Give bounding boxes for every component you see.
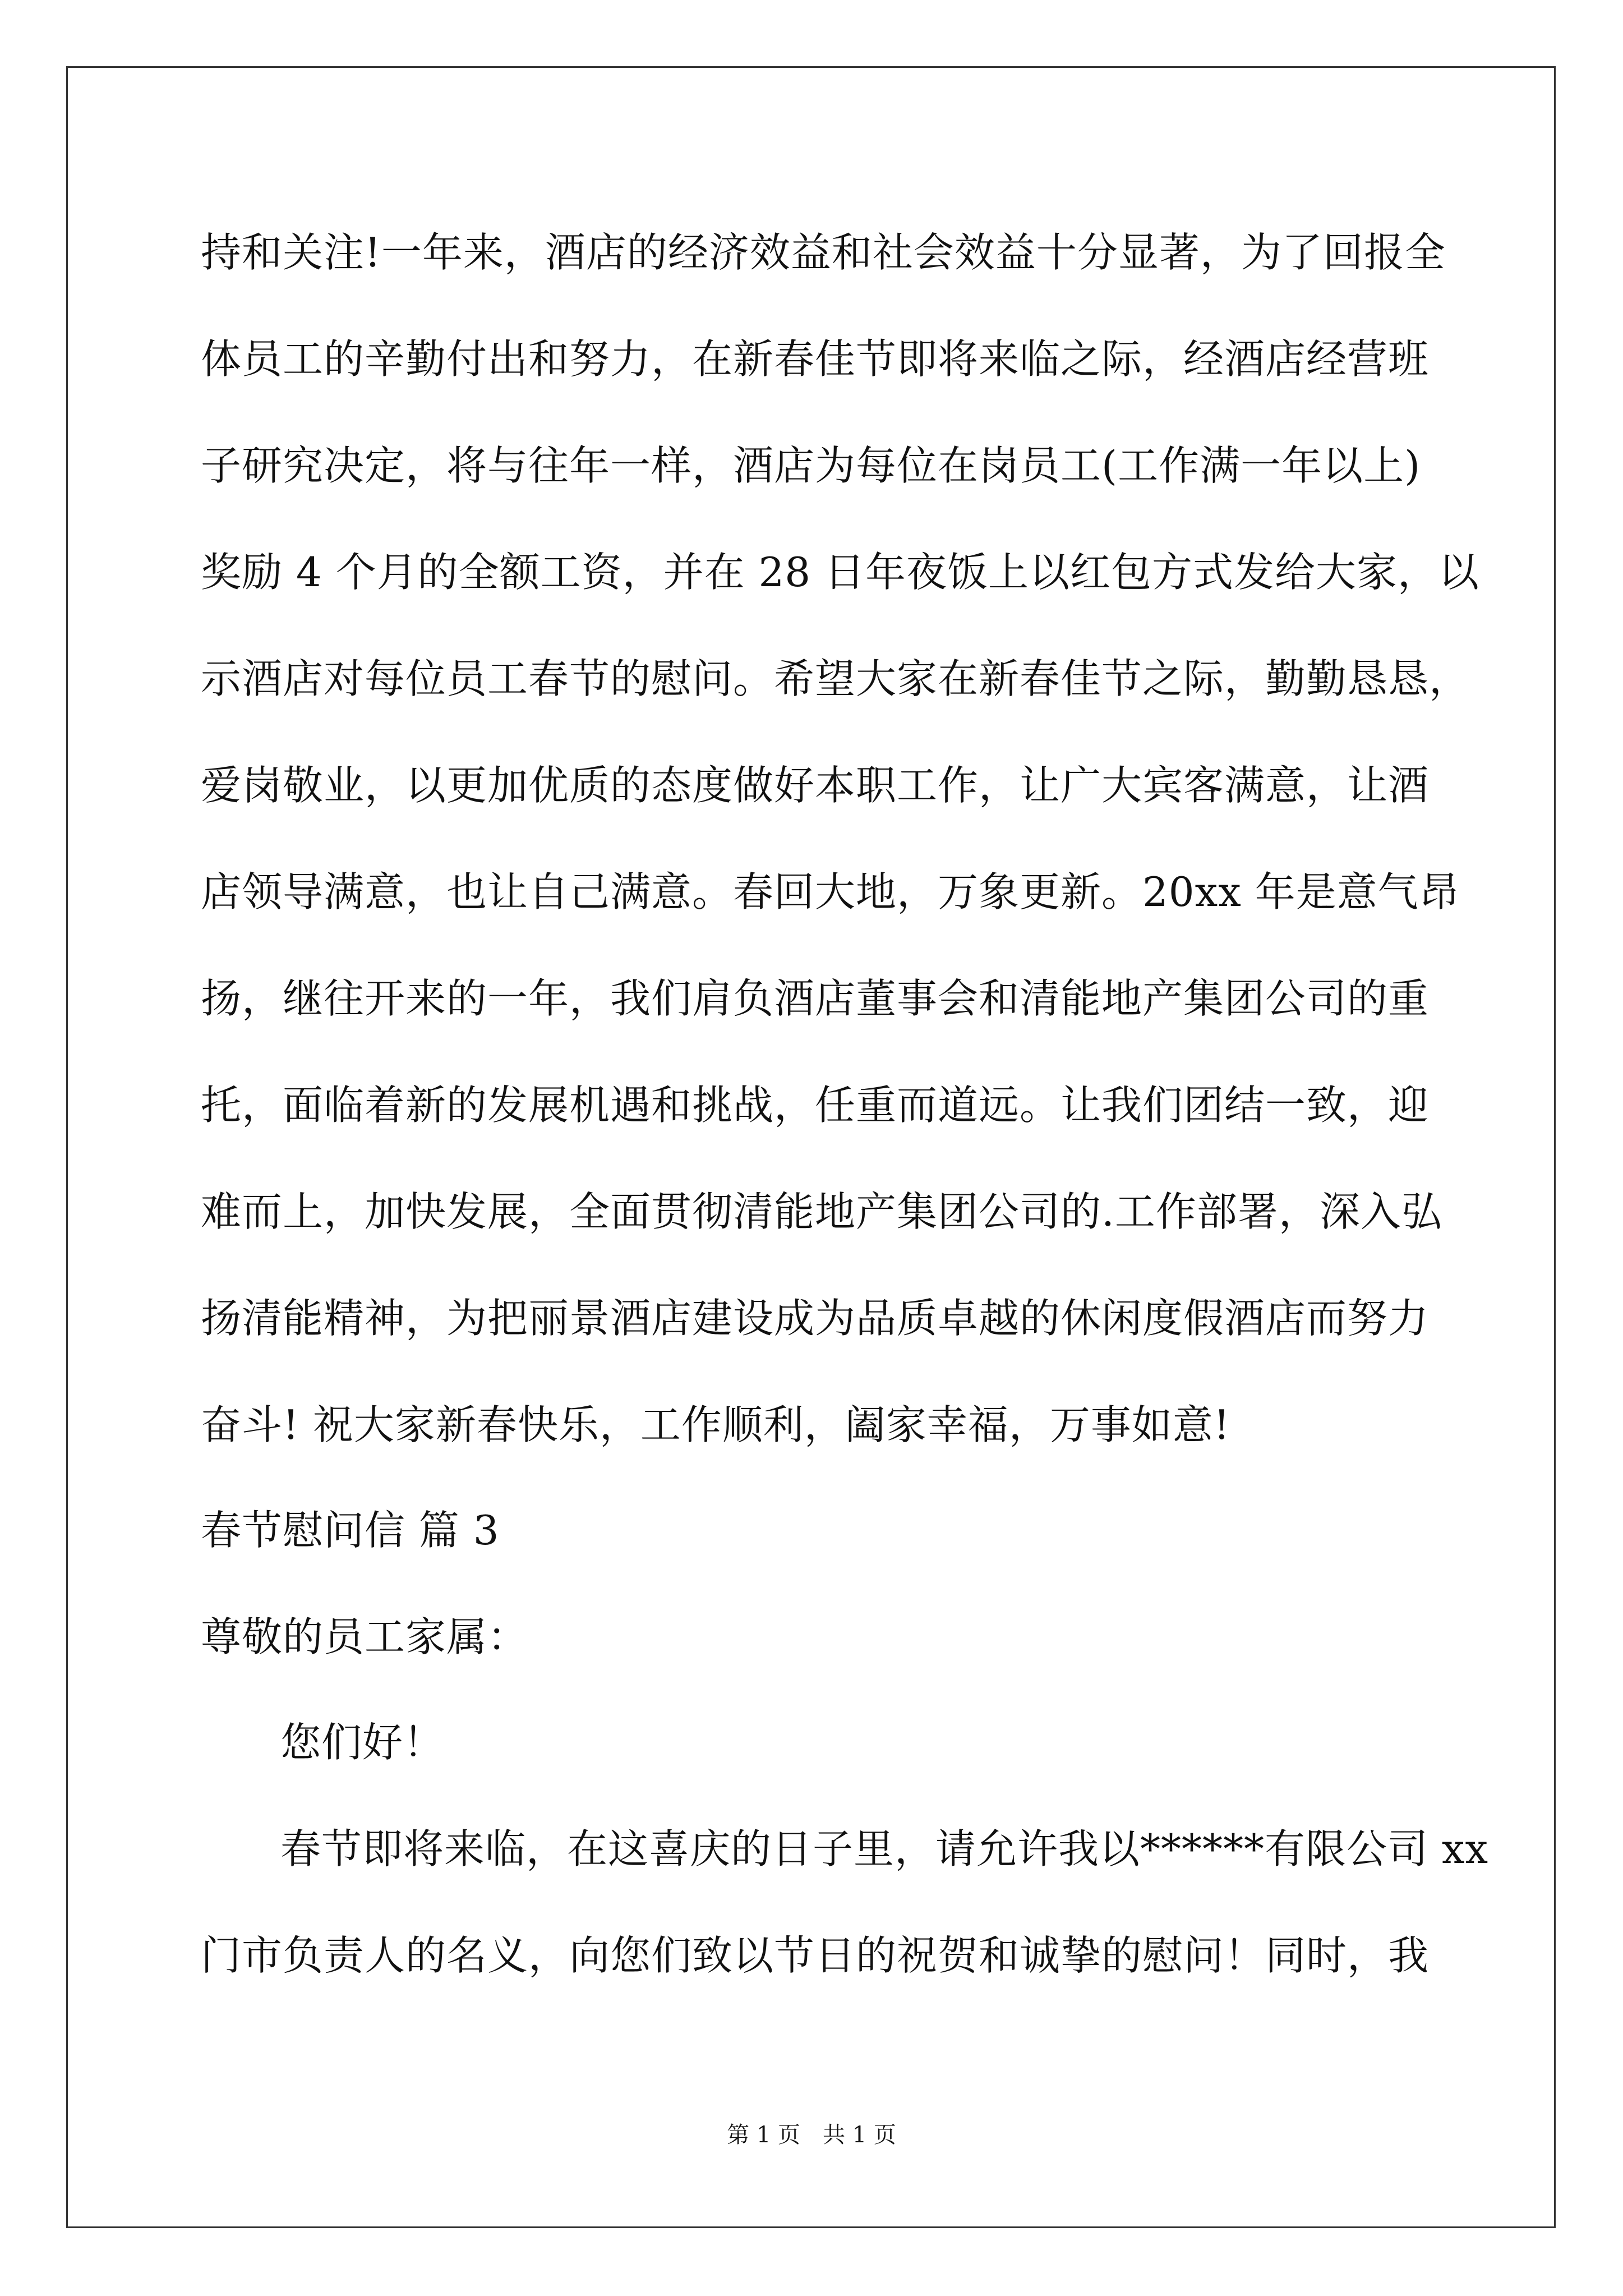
paragraph-line: 扬，继往开来的一年，我们肩负酒店董事会和清能地产集团公司的重 [201,975,1430,1022]
paragraph-line: 托，面临着新的发展机遇和挑战，任重而道远。让我们团结一致，迎 [201,1082,1430,1129]
paragraph-line: 奖励 4 个月的全额工资，并在 28 日年夜饭上以红包方式发给大家，以 [201,549,1479,596]
greeting: 您们好！ [280,1719,445,1766]
paragraph-line: 难而上，加快发展，全面贯彻清能地产集团公司的.工作部署，深入弘 [201,1188,1442,1235]
paragraph-line: 门市负责人的名义，向您们致以节日的祝贺和诚挚的慰问！同时，我 [201,1932,1430,1979]
paragraph-line: 爱岗敬业，以更加优质的态度做好本职工作，让广大宾客满意，让酒 [201,762,1430,809]
page-footer [0,2119,1623,2151]
paragraph-line: 扬清能精神，为把丽景酒店建设成为品质卓越的休闲度假酒店而努力 [201,1295,1430,1342]
page-number: 第 1 页 [727,2122,800,2148]
page-total: 共 1 页 [823,2122,896,2148]
section-title: 春节慰问信 篇 3 [201,1507,500,1554]
salutation: 尊敬的员工家属： [201,1613,529,1660]
paragraph-line: 店领导满意，也让自己满意。春回大地，万象更新。20xx 年是意气昂 [201,868,1460,915]
paragraph-line: 持和关注!一年来，酒店的经济效益和社会效益十分显著，为了回报全 [201,229,1446,276]
paragraph-line: 体员工的辛勤付出和努力，在新春佳节即将来临之际，经酒店经营班 [201,335,1430,383]
page-border [66,66,1556,2228]
paragraph-line: 子研究决定，将与往年一样，酒店为每位在岗员工(工作满一年以上) [201,442,1421,489]
paragraph-line: 示酒店对每位员工春节的慰问。希望大家在新春佳节之际，勤勤恳恳， [201,655,1470,702]
paragraph-line: 春节即将来临，在这喜庆的日子里，请允许我以******有限公司 xx [280,1825,1489,1872]
paragraph-line: 奋斗! 祝大家新春快乐，工作顺利，阖家幸福，万事如意! [201,1401,1230,1448]
